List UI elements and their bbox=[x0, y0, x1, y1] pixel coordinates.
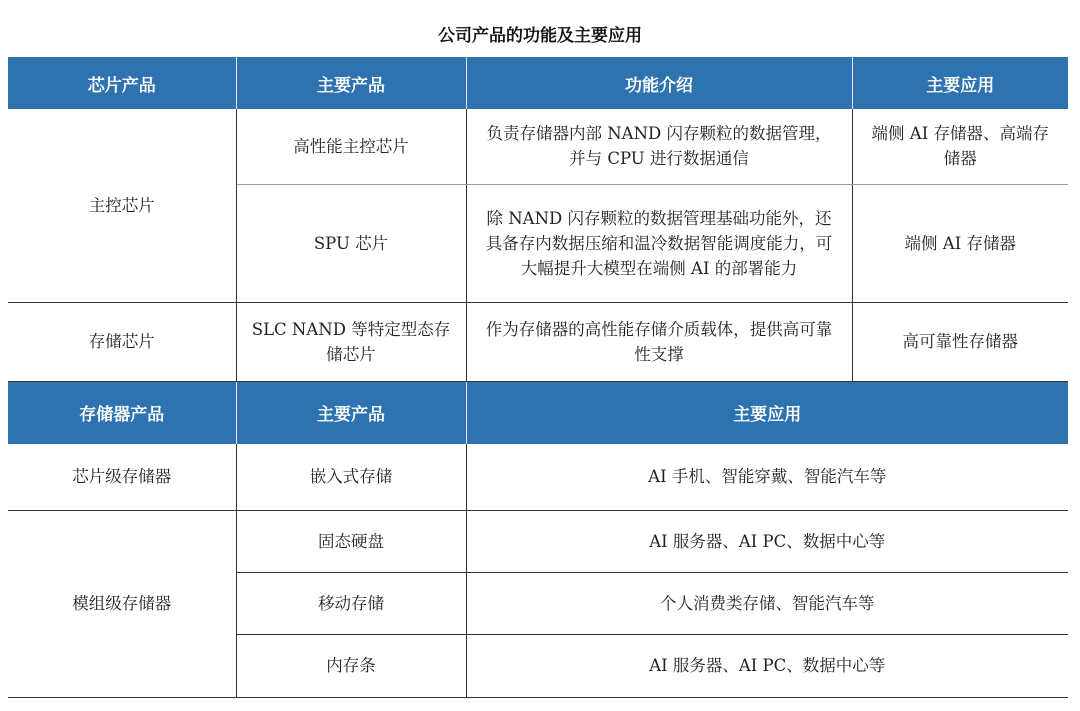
product-cell: 内存条 bbox=[236, 634, 466, 697]
application-cell: 个人消费类存储、智能汽车等 bbox=[466, 572, 1068, 634]
application-cell: 端侧 AI 存储器 bbox=[852, 184, 1068, 302]
memory-header-row bbox=[8, 381, 1068, 444]
chip-header-row bbox=[8, 57, 1068, 109]
function-cell: 除 NAND 闪存颗粒的数据管理基础功能外，还具备存内数据压缩和温冷数据智能调度能力，可大幅提升大模型在端侧 AI 的部署能力 bbox=[466, 184, 852, 302]
product-cell: 高性能主控芯片 bbox=[236, 109, 466, 184]
header-main-product: 主要产品 bbox=[236, 381, 466, 444]
application-cell: 高可靠性存储器 bbox=[852, 302, 1068, 381]
header-chip-product: 芯片产品 bbox=[8, 57, 236, 109]
category-cell: 主控芯片 bbox=[8, 109, 236, 302]
category-cell: 芯片级存储器 bbox=[8, 444, 236, 510]
table-row bbox=[8, 302, 1068, 381]
table-row bbox=[8, 444, 1068, 510]
product-cell: SLC NAND 等特定型态存储芯片 bbox=[236, 302, 466, 381]
header-memory-product: 存储器产品 bbox=[8, 381, 236, 444]
product-table bbox=[8, 57, 1068, 698]
application-cell: AI 服务器、AI PC、数据中心等 bbox=[466, 510, 1068, 572]
category-cell: 模组级存储器 bbox=[8, 510, 236, 697]
header-application: 主要应用 bbox=[466, 381, 1068, 444]
header-function: 功能介绍 bbox=[466, 57, 852, 109]
function-cell: 负责存储器内部 NAND 闪存颗粒的数据管理，并与 CPU 进行数据通信 bbox=[466, 109, 852, 184]
product-cell: 移动存储 bbox=[236, 572, 466, 634]
table-row bbox=[8, 109, 1068, 184]
application-cell: AI 手机、智能穿戴、智能汽车等 bbox=[466, 444, 1068, 510]
application-cell: AI 服务器、AI PC、数据中心等 bbox=[466, 634, 1068, 697]
function-cell: 作为存储器的高性能存储介质载体，提供高可靠性支撑 bbox=[466, 302, 852, 381]
table-row bbox=[8, 510, 1068, 572]
product-cell: 固态硬盘 bbox=[236, 510, 466, 572]
product-cell: SPU 芯片 bbox=[236, 184, 466, 302]
application-cell: 端侧 AI 存储器、高端存储器 bbox=[852, 109, 1068, 184]
header-main-product: 主要产品 bbox=[236, 57, 466, 109]
header-application: 主要应用 bbox=[852, 57, 1068, 109]
category-cell: 存储芯片 bbox=[8, 302, 236, 381]
product-cell: 嵌入式存储 bbox=[236, 444, 466, 510]
table-title: 公司产品的功能及主要应用 bbox=[438, 26, 642, 46]
